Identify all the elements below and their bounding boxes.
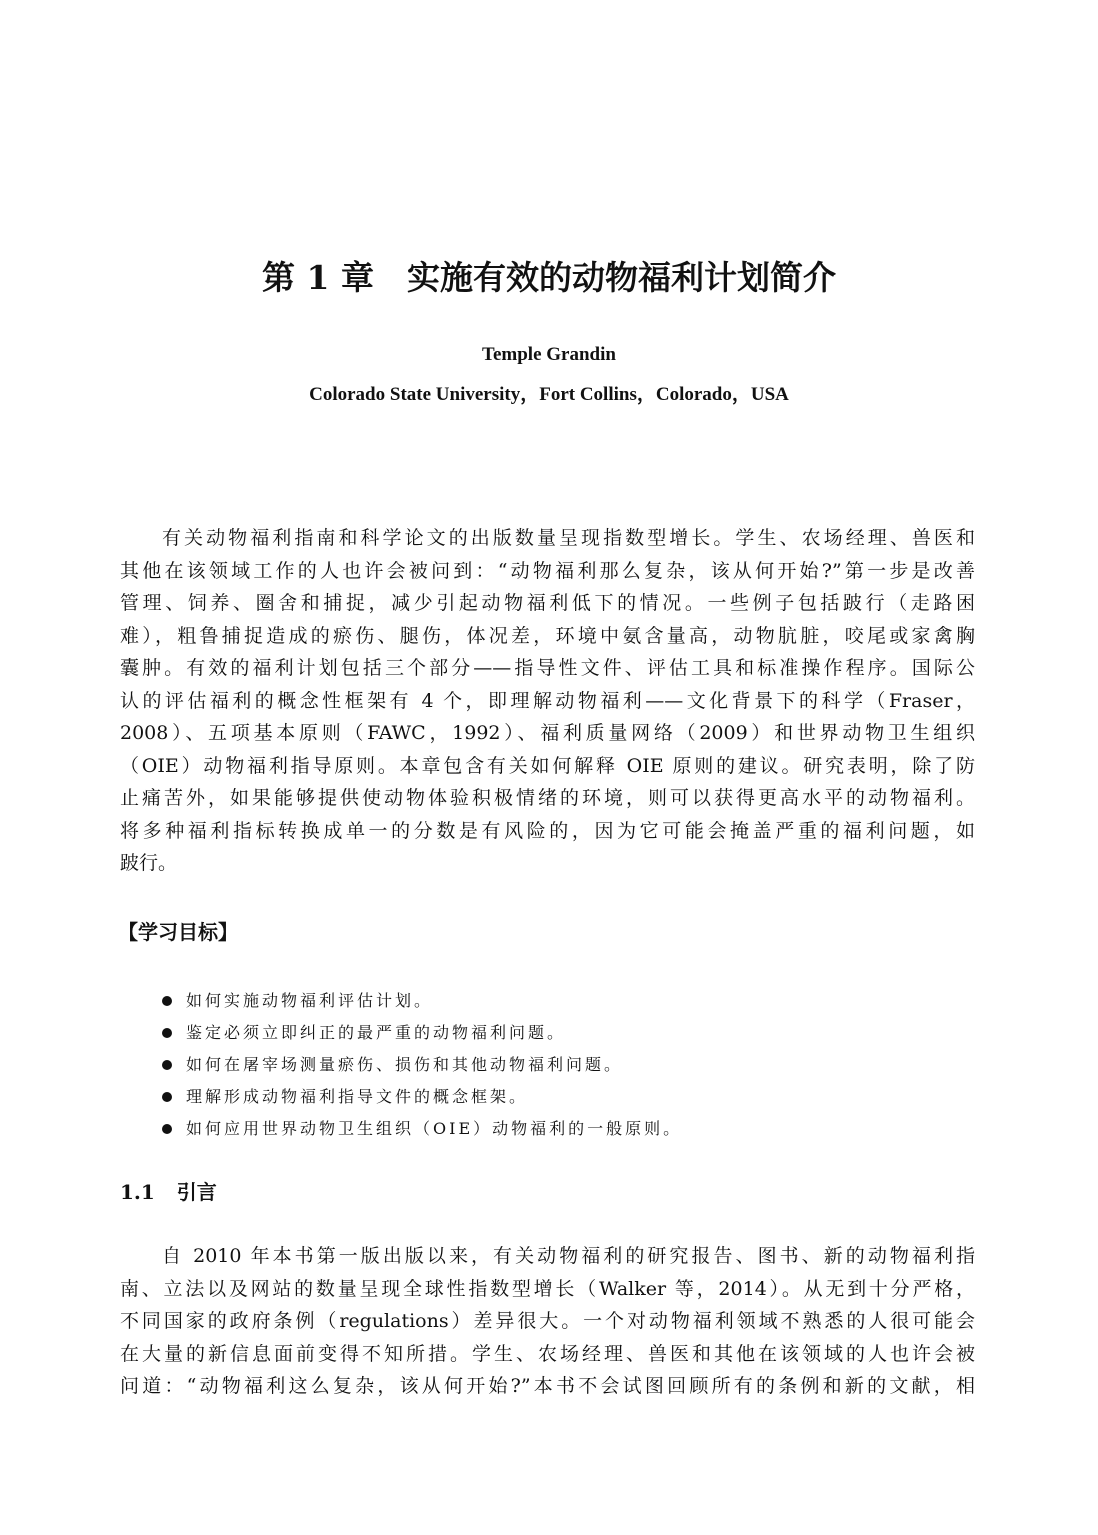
text-line: 管理、饲养、圈舍和捕捉，减少引起动物福利低下的情况。一些例子包括跛行（走路困	[120, 592, 975, 614]
text-line: 2008）、五项基本原则（FAWC，1992）、福利质量网络（2009）和世界动物卫生组织	[120, 722, 975, 744]
list-item	[162, 1017, 682, 1049]
list-item-text: 如何应用世界动物卫生组织（OIE）动物福利的一般原则。	[186, 1119, 683, 1138]
text-line: （OIE）动物福利指导原则。本章包含有关如何解释 OIE 原则的建议。研究表明，除了防	[120, 754, 975, 777]
text-line: 不同国家的政府条例（regulations）差异很大。一个对动物福利领域不熟悉的人很可能会	[120, 1310, 975, 1332]
section-heading	[120, 1176, 217, 1205]
text-line: 在大量的新信息面前变得不知所措。学生、农场经理、兽医和其他在该领域的人也许会被	[120, 1342, 975, 1365]
text-line: 认的评估福利的概念性框架有 4 个，即理解动物福利——文化背景下的科学（Fraser，	[120, 689, 975, 712]
text-line: 问道：“动物福利这么复杂，该从何开始?”本书不会试图回顾所有的条例和新的文献，相	[120, 1375, 975, 1397]
author-name: Temple Grandin	[482, 344, 616, 365]
text-line: 其他在该领域工作的人也许会被问到：“动物福利那么复杂，该从何开始?”第一步是改善	[120, 559, 975, 582]
list-item	[162, 1113, 682, 1145]
intro-paragraph	[120, 1240, 975, 1403]
list-item	[162, 1081, 682, 1113]
text-line: 囊肿。有效的福利计划包括三个部分——指导性文件、评估工具和标准操作程序。国际公	[120, 657, 975, 679]
text-line: 难），粗鲁捕捉造成的瘀伤、腿伤，体况差，环境中氨含量高，动物肮脏，咬尾或家禽胸	[120, 624, 975, 647]
chapter-title: 第 1 章 实施有效的动物福利计划简介	[262, 258, 836, 297]
text-line: 有关动物福利指南和科学论文的出版数量呈现指数型增长。学生、农场经理、兽医和	[162, 527, 975, 549]
list-item-text: 如何实施动物福利评估计划。	[186, 991, 434, 1010]
bullet-icon	[162, 1028, 172, 1038]
text-line: 南、立法以及网站的数量呈现全球性指数型增长（Walker 等，2014）。从无到十分严格，	[120, 1277, 975, 1300]
list-item	[162, 1049, 682, 1081]
bullet-icon	[162, 1092, 172, 1102]
bullet-icon	[162, 996, 172, 1006]
section-title: 引言	[176, 1180, 217, 1204]
learning-goals-heading: 【学习目标】	[118, 920, 238, 944]
text-line: 跛行。	[120, 852, 178, 874]
abstract-paragraph	[120, 522, 975, 880]
learning-goals-list	[162, 985, 682, 1145]
bullet-icon	[162, 1124, 172, 1134]
text-line: 将多种福利指标转换成单一的分数是有风险的，因为它可能会掩盖严重的福利问题，如	[120, 819, 975, 842]
list-item	[162, 985, 682, 1017]
text-line: 自 2010 年本书第一版出版以来，有关动物福利的研究报告、图书、新的动物福利指	[162, 1245, 975, 1267]
author-affiliation: Colorado State University，Fort Collins，Colorado，USA	[309, 384, 789, 405]
list-item-text: 理解形成动物福利指导文件的概念框架。	[186, 1087, 529, 1106]
bullet-icon	[162, 1060, 172, 1070]
list-item-text: 如何在屠宰场测量瘀伤、损伤和其他动物福利问题。	[186, 1055, 624, 1074]
list-item-text: 鉴定必须立即纠正的最严重的动物福利问题。	[186, 1023, 567, 1042]
text-line: 止痛苦外，如果能够提供使动物体验积极情绪的环境，则可以获得更高水平的动物福利。	[120, 787, 975, 809]
section-number: 1.1	[120, 1180, 155, 1204]
